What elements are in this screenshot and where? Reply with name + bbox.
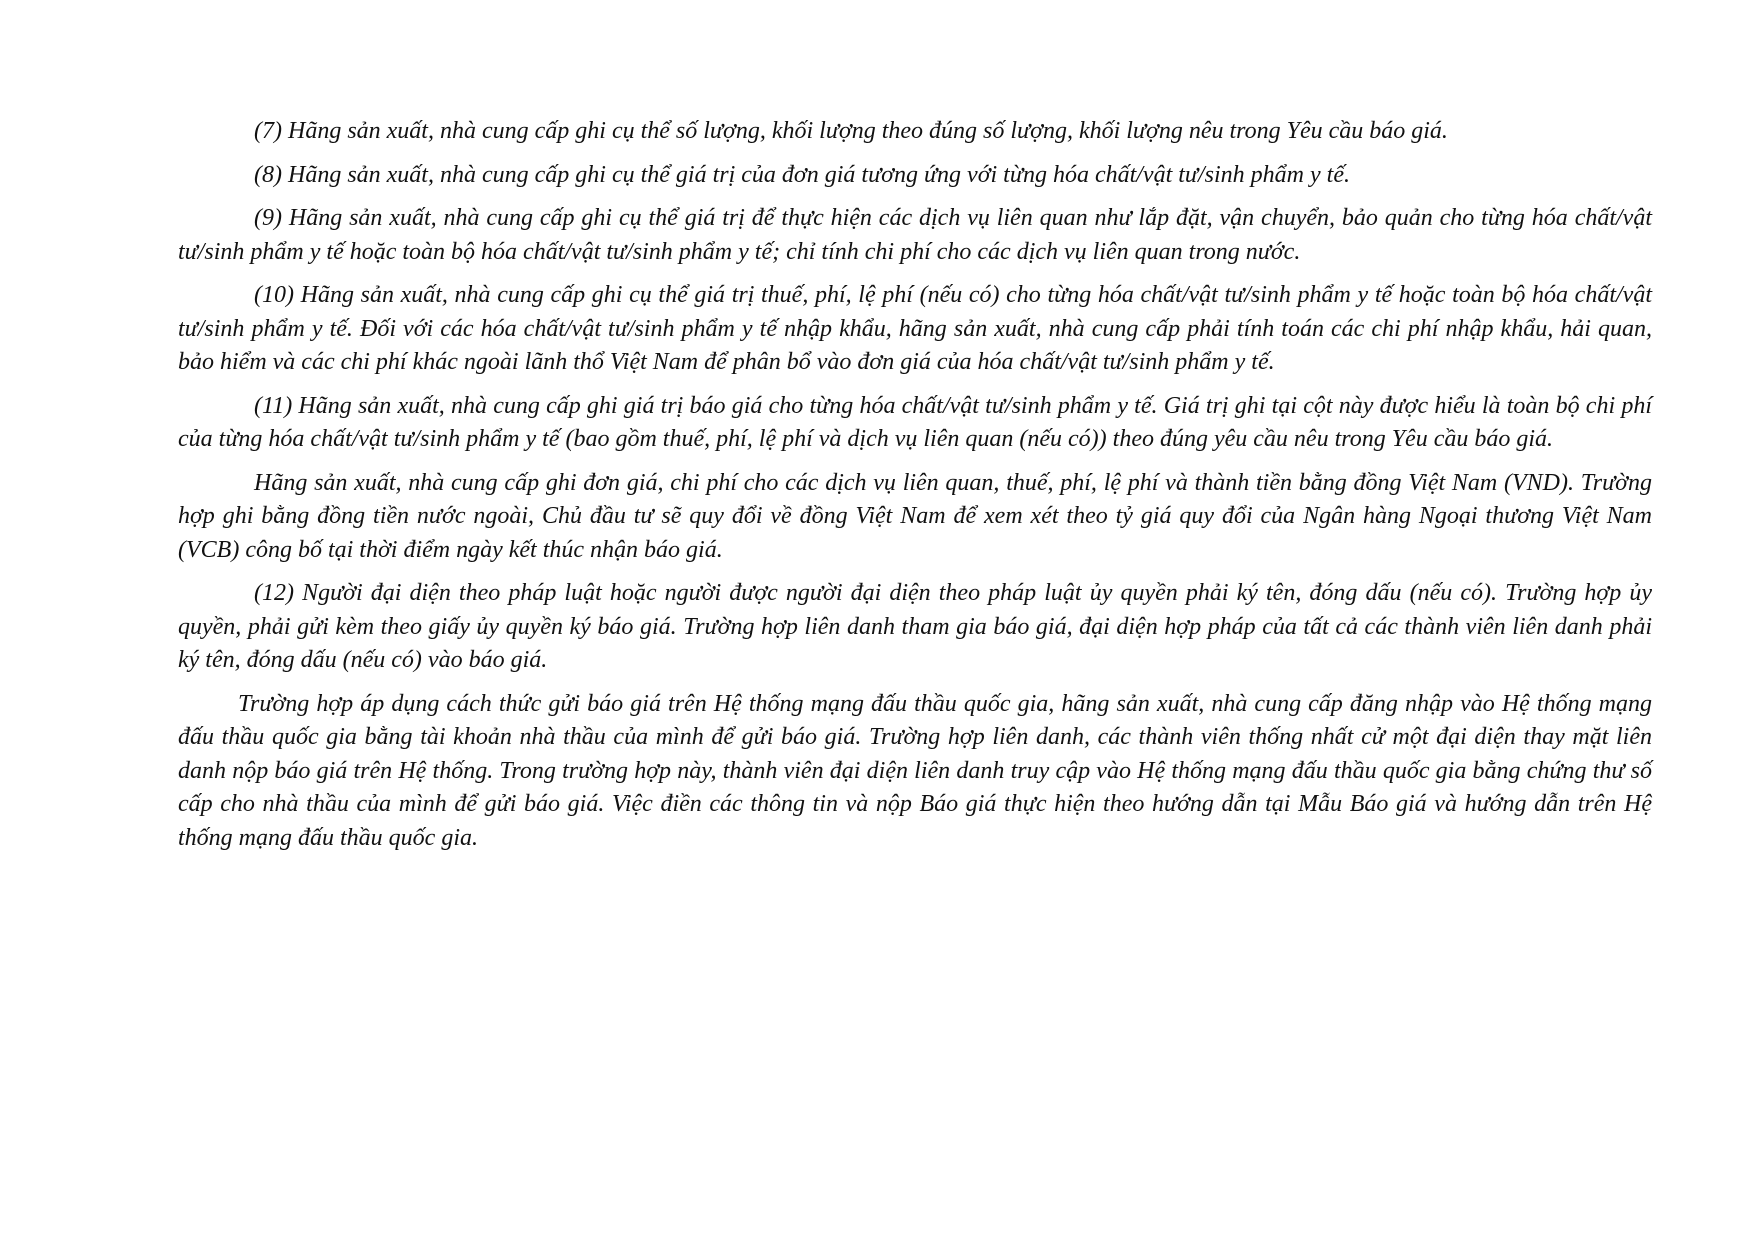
currency-note-paragraph: Hãng sản xuất, nhà cung cấp ghi đơn giá, chi phí cho các dịch vụ liên quan, thuế, phí, lệ phí và thành tiền bằng đồng Việt Nam (VND). Trường hợp ghi bằng đồng tiền nước ngoài, Chủ đầu tư sẽ quy đổi về đồng Việt Nam để xem xét theo tỷ giá quy đổi của Ngân hàng Ngoại thương Việt Nam (VCB) công bố tại thời điểm ngày kết thúc nhận báo giá. [178,469,1652,563]
note-8-paragraph: (8) Hãng sản xuất, nhà cung cấp ghi cụ thể giá trị của đơn giá tương ứng với từng hóa chất/vật tư/sinh phẩm y tế. [254,161,1350,188]
note-7-paragraph: (7) Hãng sản xuất, nhà cung cấp ghi cụ thể số lượng, khối lượng theo đúng số lượng, khối lượng nêu trong Yêu cầu báo giá. [254,118,1448,144]
document-body [178,115,1652,865]
note-11-paragraph: (11) Hãng sản xuất, nhà cung cấp ghi giá trị báo giá cho từng hóa chất/vật tư/sinh phẩm y tế. Giá trị ghi tại cột này được hiểu là toàn bộ chi phí của từng hóa chất/vật tư/sinh phẩm y tế (bao gồm thuế, phí, lệ phí và dịch vụ liên quan (nếu có)) theo đúng yêu cầu nêu trong Yêu cầu báo giá. [178,392,1652,452]
note-10-paragraph: (10) Hãng sản xuất, nhà cung cấp ghi cụ thể giá trị thuế, phí, lệ phí (nếu có) cho từng hóa chất/vật tư/sinh phẩm y tế hoặc toàn bộ hóa chất/vật tư/sinh phẩm y tế. Đối với các hóa chất/vật tư/sinh phẩm y tế nhập khẩu, hãng sản xuất, nhà cung cấp phải tính toán các chi phí nhập khẩu, hải quan, bảo hiểm và các chi phí khác ngoài lãnh thổ Việt Nam để phân bổ vào đơn giá của hóa chất/vật tư/sinh phẩm y tế. [178,282,1652,375]
note-9-paragraph: (9) Hãng sản xuất, nhà cung cấp ghi cụ thể giá trị để thực hiện các dịch vụ liên quan như lắp đặt, vận chuyển, bảo quản cho từng hóa chất/vật tư/sinh phẩm y tế hoặc toàn bộ hóa chất/vật tư/sinh phẩm y tế; chỉ tính chi phí cho các dịch vụ liên quan trong nước. [178,205,1652,265]
note-12-paragraph: (12) Người đại diện theo pháp luật hoặc người được người đại diện theo pháp luật ủy quyền phải ký tên, đóng dấu (nếu có). Trường hợp ủy quyền, phải gửi kèm theo giấy ủy quyền ký báo giá. Trường hợp liên danh tham gia báo giá, đại diện hợp pháp của tất cả các thành viên liên danh phải ký tên, đóng dấu (nếu có) vào báo giá. [178,580,1652,673]
e-procurement-note-paragraph: Trường hợp áp dụng cách thức gửi báo giá trên Hệ thống mạng đấu thầu quốc gia, hãng sản xuất, nhà cung cấp đăng nhập vào Hệ thống mạng đấu thầu quốc gia bằng tài khoản nhà thầu của mình để gửi báo giá. Trường hợp liên danh, các thành viên thống nhất cử một đại diện thay mặt liên danh nộp báo giá trên Hệ thống. Trong trường hợp này, thành viên đại diện liên danh truy cập vào Hệ thống mạng đấu thầu quốc gia bằng chứng thư số cấp cho nhà thầu của mình để gửi báo giá. Việc điền các thông tin và nộp Báo giá thực hiện theo hướng dẫn tại Mẫu Báo giá và hướng dẫn trên Hệ thống mạng đấu thầu quốc gia. [178,690,1652,851]
